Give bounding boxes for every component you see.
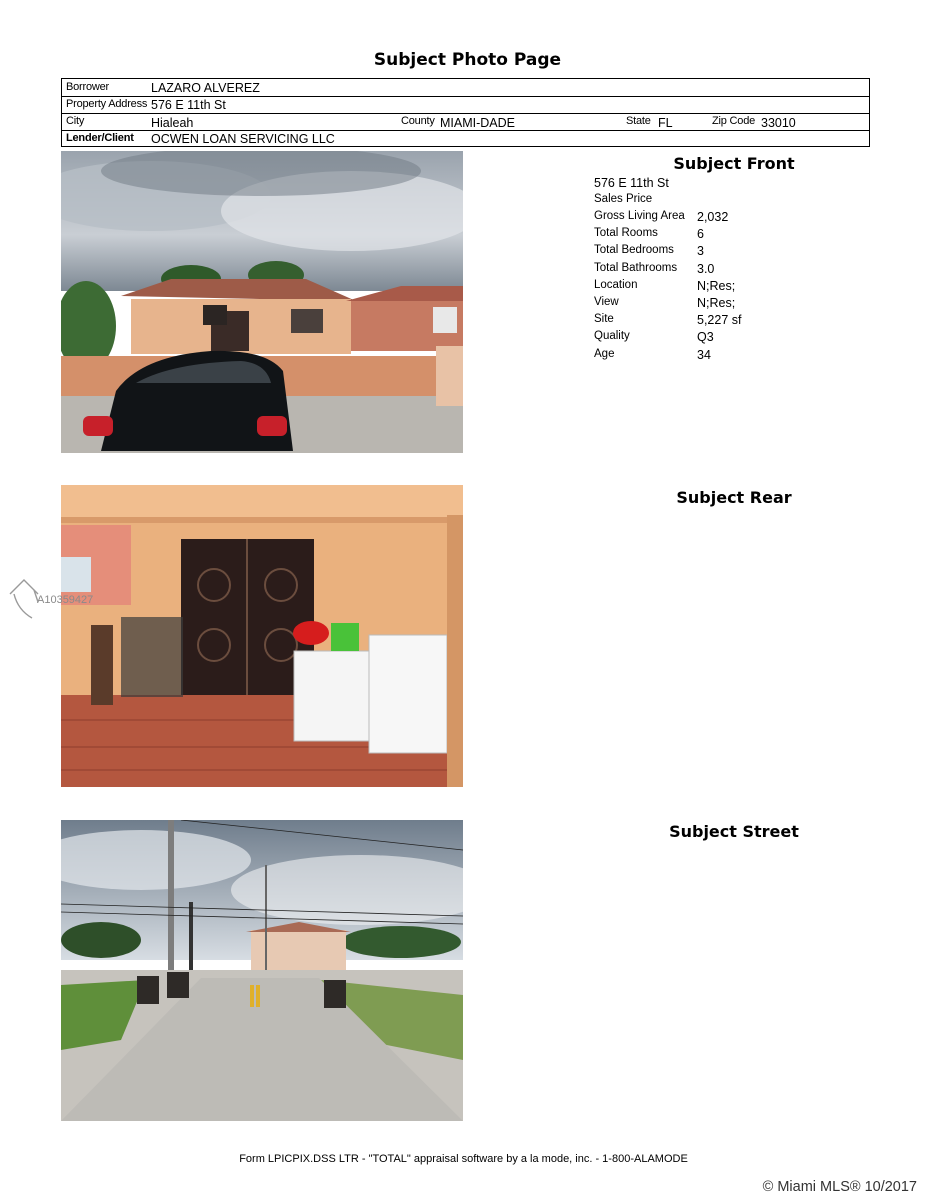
detail-value: 6: [697, 227, 704, 241]
detail-value: 34: [697, 348, 711, 362]
detail-value: 3.0: [697, 262, 715, 276]
county-value: MIAMI-DADE: [440, 116, 515, 130]
state-value: FL: [658, 116, 673, 130]
subject-street-title: Subject Street: [669, 822, 799, 841]
city-value: Hialeah: [151, 116, 194, 130]
subject-rear-photo: [61, 485, 463, 787]
detail-label: Total Bathrooms: [594, 262, 678, 274]
borrower-row: [62, 79, 869, 97]
subject-info-table: [61, 78, 870, 147]
subject-rear-title: Subject Rear: [676, 488, 792, 507]
detail-value: Q3: [697, 330, 714, 344]
county-label: County: [401, 115, 435, 127]
sales-price-label: Sales Price: [594, 193, 653, 205]
detail-value: 3: [697, 244, 704, 258]
detail-label: Quality: [594, 330, 630, 342]
borrower-value: LAZARO ALVEREZ: [151, 81, 260, 95]
detail-value: N;Res;: [697, 296, 736, 310]
mls-copyright: © Miami MLS® 10/2017: [762, 1179, 917, 1195]
subject-front-title: Subject Front: [673, 154, 795, 173]
detail-label: Site: [594, 313, 614, 325]
borrower-label: Borrower: [66, 81, 110, 93]
lender-label: Lender/Client: [66, 132, 134, 144]
city-label: City: [66, 115, 85, 127]
front-address: 576 E 11th St: [594, 176, 669, 190]
detail-label: Total Bedrooms: [594, 244, 674, 256]
detail-label: Location: [594, 279, 638, 291]
city-row: [62, 113, 869, 131]
detail-label: Age: [594, 348, 615, 360]
property-address-label: Property Address: [66, 98, 148, 110]
watermark-id: A10359427: [37, 594, 94, 606]
property-address-value: 576 E 11th St: [151, 98, 226, 112]
detail-value: 2,032: [697, 210, 729, 224]
lender-value: OCWEN LOAN SERVICING LLC: [151, 132, 335, 146]
detail-label: Gross Living Area: [594, 210, 685, 222]
lender-row: [62, 130, 869, 147]
detail-label: View: [594, 296, 619, 308]
detail-value: N;Res;: [697, 279, 736, 293]
form-footer: Form LPICPIX.DSS LTR - "TOTAL" appraisal software by a la mode, inc. - 1-800-ALAMODE: [239, 1153, 688, 1165]
page-title: Subject Photo Page: [373, 50, 562, 70]
detail-value: 5,227 sf: [697, 313, 742, 327]
state-label: State: [626, 115, 651, 127]
zip-value: 33010: [761, 116, 796, 130]
subject-front-photo: [61, 151, 463, 453]
property-address-row: [62, 96, 869, 114]
zip-label: Zip Code: [712, 115, 756, 127]
detail-label: Total Rooms: [594, 227, 658, 239]
subject-street-photo: [61, 820, 463, 1121]
